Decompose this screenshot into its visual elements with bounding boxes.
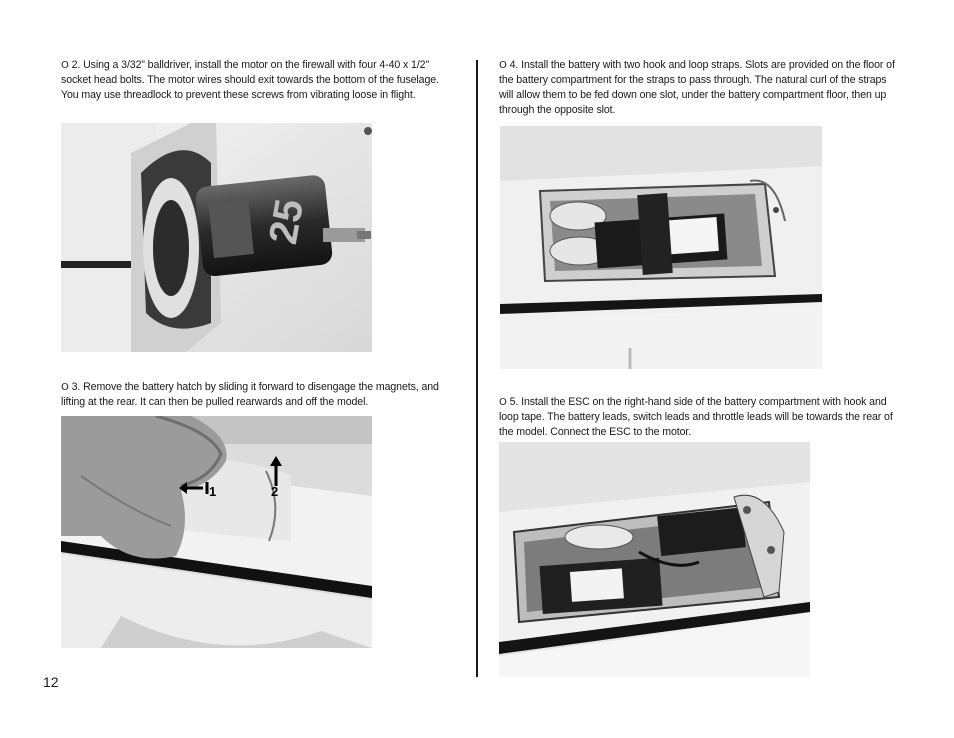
esc-installation-photo [499,442,810,677]
page-number: 12 [43,674,59,690]
step-2-text: 2. Using a 3/32” balldriver, install the motor on the firewall with four 4-40 x 1/2" socket head bolts. The motor wires should exit towards the bottom of the fuselage. You may use threadlock to prevent these screws from vibrating loose in flight. [61,59,439,101]
step-4-text: 4. Install the battery with two hook and loop straps. Slots are provided on the floor of the battery compartment for the straps to pass through. The natural curl of the straps will allow them to be fed down one slot, under the battery compartment floor, then up through the opposite slot. [499,59,895,116]
arrow-2-label: 2 [271,484,279,499]
step-4-checkbox[interactable]: O [499,60,507,71]
column-divider [476,60,478,677]
battery-straps-photo [500,126,822,369]
step-4-instruction [499,58,899,118]
step-3-text: 3. Remove the battery hatch by sliding it forward to disengage the magnets, and lifting at the rear. It can then be pulled rearwards and off the model. [61,381,439,408]
step-2-checkbox[interactable]: O [61,60,69,71]
step-3-instruction [61,380,456,410]
step-2-instruction [61,58,451,103]
step-5-instruction [499,395,899,440]
step-3-checkbox[interactable]: O [61,382,69,393]
motor-installation-photo [61,123,372,352]
step-5-text: 5. Install the ESC on the right-hand side of the battery compartment with hook and loop tape. The battery leads, switch leads and throttle leads will be towards the rear of the model. Connect the ESC to the motor. [499,396,893,438]
battery-hatch-photo [61,416,372,648]
step-5-checkbox[interactable]: O [499,397,507,408]
arrow-1-label: 1 [209,484,217,499]
motor-label: 25 [261,195,313,248]
